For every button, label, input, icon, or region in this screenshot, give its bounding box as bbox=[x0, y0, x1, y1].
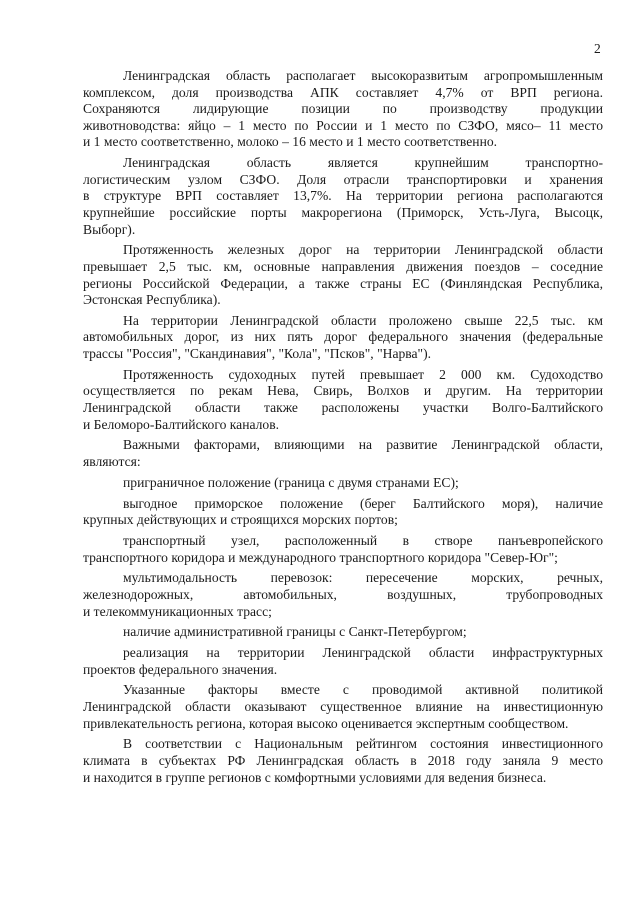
paragraph bbox=[83, 242, 603, 308]
text-line: трассы "Россия", "Скандинавия", "Кола", "Псков", "Нарва"). bbox=[83, 346, 432, 362]
paragraph bbox=[83, 313, 603, 363]
paragraph bbox=[83, 645, 603, 678]
text-line: крупнейшие российские порты макрорегиона (Приморск, Усть-Луга, Высоцк, bbox=[83, 204, 603, 220]
text-line: Сохраняются лидирующие позиции по производству продукции bbox=[83, 101, 603, 117]
text-line: автомобильных дорог, из них пять дорог федерального значения (федеральные bbox=[83, 329, 603, 345]
paragraph bbox=[83, 155, 603, 238]
paragraph bbox=[83, 68, 603, 151]
text-line: логистическим узлом СЗФО. Доля отрасли транспортировки и хранения bbox=[83, 171, 603, 187]
paragraph bbox=[83, 475, 603, 492]
text-line: являются: bbox=[83, 454, 141, 469]
text-line: проектов федерального значения. bbox=[83, 661, 278, 677]
text-line: и 1 место соответственно, молоко – 16 место и 1 место соответственно. bbox=[83, 134, 498, 150]
page-number: 2 bbox=[594, 41, 601, 56]
text-line: мультимодальность перевозок: пересечение морских, речных, bbox=[123, 570, 603, 586]
paragraph bbox=[83, 496, 603, 529]
text-line: В соответствии с Национальным рейтингом состояния инвестиционного bbox=[123, 736, 603, 752]
text-line: На территории Ленинградской области проложено свыше 22,5 тыс. км bbox=[123, 312, 603, 328]
text-line: Ленинградской области оказывают существенное влияние на инвестиционную bbox=[83, 699, 603, 715]
text-line: и телекоммуникационных трасс; bbox=[83, 603, 272, 619]
text-line: крупных действующих и строящихся морских портов; bbox=[83, 512, 398, 528]
paragraph bbox=[83, 570, 603, 620]
text-line: транспортного коридора и международного транспортного коридора "Север-Юг"; bbox=[83, 549, 558, 565]
text-line: выгодное приморское положение (берег Балтийского моря), наличие bbox=[123, 495, 603, 511]
text-line: Выборг). bbox=[83, 221, 136, 237]
paragraph bbox=[83, 367, 603, 433]
paragraph bbox=[83, 682, 603, 732]
text-line: реализация на территории Ленинградской области инфраструктурных bbox=[123, 645, 603, 661]
text-line: железнодорожных, автомобильных, воздушных, трубопроводных bbox=[83, 586, 603, 602]
paragraph bbox=[83, 437, 603, 470]
text-line: и находится в группе регионов с комфортными условиями для ведения бизнеса. bbox=[83, 769, 547, 785]
text-line: Ленинградская область располагает высокоразвитым агропромышленным bbox=[123, 68, 603, 83]
text-line: климата в субъектах РФ Ленинградская область в 2018 году заняла 9 место bbox=[83, 753, 603, 768]
text-line: приграничное положение (граница с двумя странами ЕС); bbox=[123, 474, 459, 490]
text-line: привлекательность региона, которая высоко оценивается экспертным сообществом. bbox=[83, 715, 569, 731]
text-line: Протяженность железных дорог на территории Ленинградской области bbox=[123, 242, 603, 258]
paragraph bbox=[83, 624, 603, 641]
text-line: животноводства: яйцо – 1 место по России и 1 место по СЗФО, мясо– 11 место bbox=[83, 117, 603, 133]
text-line: Важными факторами, влияющими на развитие Ленинградской области, bbox=[123, 437, 603, 453]
text-line: и Беломоро-Балтийского каналов. bbox=[83, 416, 280, 432]
text-line: комплексом, доля производства АПК составляет 4,7% от ВРП региона. bbox=[83, 84, 603, 100]
text-line: осуществляется по рекам Нева, Свирь, Волхов и другим. На территории bbox=[83, 383, 603, 399]
text-line: Указанные факторы вместе с проводимой активной политикой bbox=[123, 682, 603, 698]
text-line: Ленинградская область является крупнейшим транспортно- bbox=[123, 155, 603, 171]
document-body bbox=[83, 68, 603, 786]
text-line: Ленинградской области также расположены участки Волго-Балтийского bbox=[83, 400, 603, 416]
paragraph bbox=[83, 736, 603, 786]
paragraph bbox=[83, 533, 603, 566]
text-line: превышает 2,5 тыс. км, основные направления движения поездов – соседние bbox=[83, 258, 603, 274]
text-line: Эстонская Республика). bbox=[83, 292, 221, 308]
text-line: регионы Российской Федерации, а также страны ЕС (Финляндская Республика, bbox=[83, 275, 603, 291]
text-line: в структуре ВРП составляет 13,7%. На территории региона располагаются bbox=[83, 188, 603, 204]
text-line: Протяженность судоходных путей превышает 2 000 км. Судоходство bbox=[123, 366, 603, 382]
text-line: наличие административной границы с Санкт-Петербургом; bbox=[123, 624, 467, 640]
text-line: транспортный узел, расположенный в створе панъевропейского bbox=[123, 532, 603, 548]
